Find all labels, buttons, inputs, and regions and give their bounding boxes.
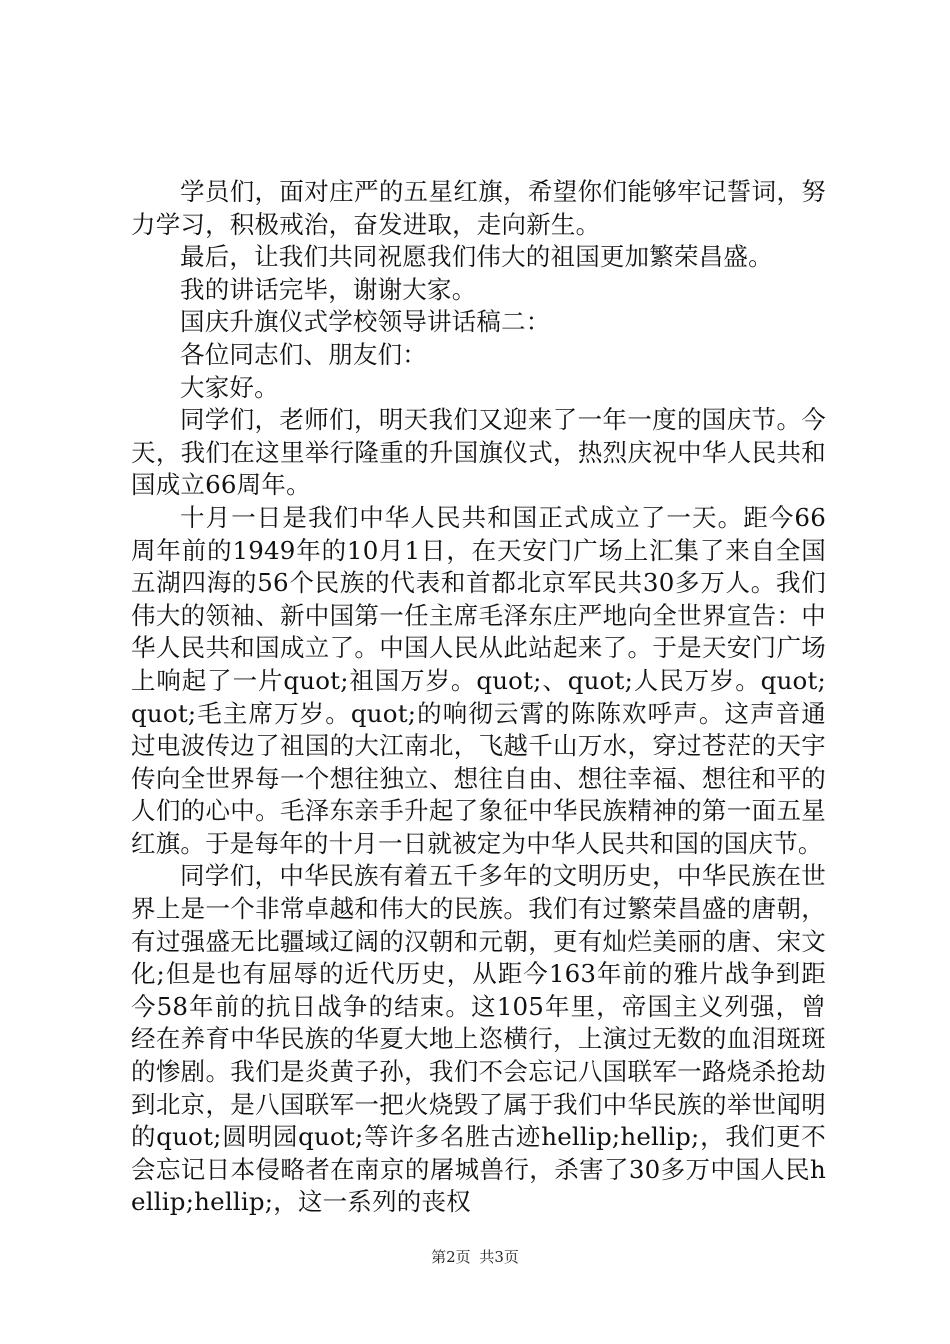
paragraph-1: 学员们，面对庄严的五星红旗，希望你们能够牢记誓词，努力学习，积极戒治，奋发进取，走向新生。: [131, 177, 826, 239]
paragraph-5: 各位同志们、朋友们：: [180, 339, 427, 369]
paragraph-6: 大家好。: [180, 372, 279, 402]
paragraph-2: 最后，让我们共同祝愿我们伟大的祖国更加繁荣昌盛。: [180, 242, 773, 272]
paragraph-8: 十月一日是我们中华人民共和国正式成立了一天。距今66周年前的1949年的10月1日，在天安门广场上汇集了来自全国五湖四海的56个民族的代表和首都北京军民共30多万人。我们伟大的领袖、新中国第一任主席毛泽东庄严地向全世界宣告：中华人民共和国成立了。中国人民从此站起来了。于是天安门广场上响起了一片quot;祖国万岁。quot;、quot;人民万岁。quot;quot;毛主席万岁。quot;的响彻云霄的陈陈欢呼声。这声音通过电波传边了祖国的大江南北，飞越千山万水，穿过苍茫的天宇传向全世界每一个想往独立、想往自由、想往幸福、想往和平的人们的心中。毛泽东亲手升起了象征中华民族精神的第一面五星红旗。于是每年的十月一日就被定为中华人民共和国的国庆节。: [131, 502, 826, 858]
paragraph-3: 我的讲话完毕，谢谢大家。: [180, 274, 477, 304]
page-total: 共3页: [479, 1248, 519, 1266]
paragraph-7: 同学们，老师们，明天我们又迎来了一年一度的国庆节。今天，我们在这里举行隆重的升国旗仪式，热烈庆祝中华人民共和国成立66周年。: [131, 405, 826, 500]
document-body: [131, 176, 826, 1219]
page-number: 第2页: [431, 1248, 471, 1266]
paragraph-9: 同学们，中华民族有着五千多年的文明历史，中华民族在世界上是一个非常卓越和伟大的民族。我们有过繁荣昌盛的唐朝，有过强盛无比疆域辽阔的汉朝和元朝，更有灿烂美丽的唐、宋文化;但是也有屈辱的近代历史，从距今163年前的雅片战争到距今58年前的抗日战争的结束。这105年里，帝国主义列强，曾经在养育中华民族的华夏大地上恣横行，上演过无数的血泪斑斑的惨剧。我们是炎黄子孙，我们不会忘记八国联军一路烧杀抢劫到北京，是八国联军一把火烧毁了属于我们中华民族的举世闻明的quot;圆明园quot;等许多名胜古迹hellip;hellip;，我们更不会忘记日本侵略者在南京的屠城兽行，杀害了30多万中国人民hellip;hellip;，这一系列的丧权: [131, 861, 826, 1217]
paragraph-4: 国庆升旗仪式学校领导讲话稿二：: [180, 307, 551, 337]
page-footer: [0, 1247, 950, 1267]
